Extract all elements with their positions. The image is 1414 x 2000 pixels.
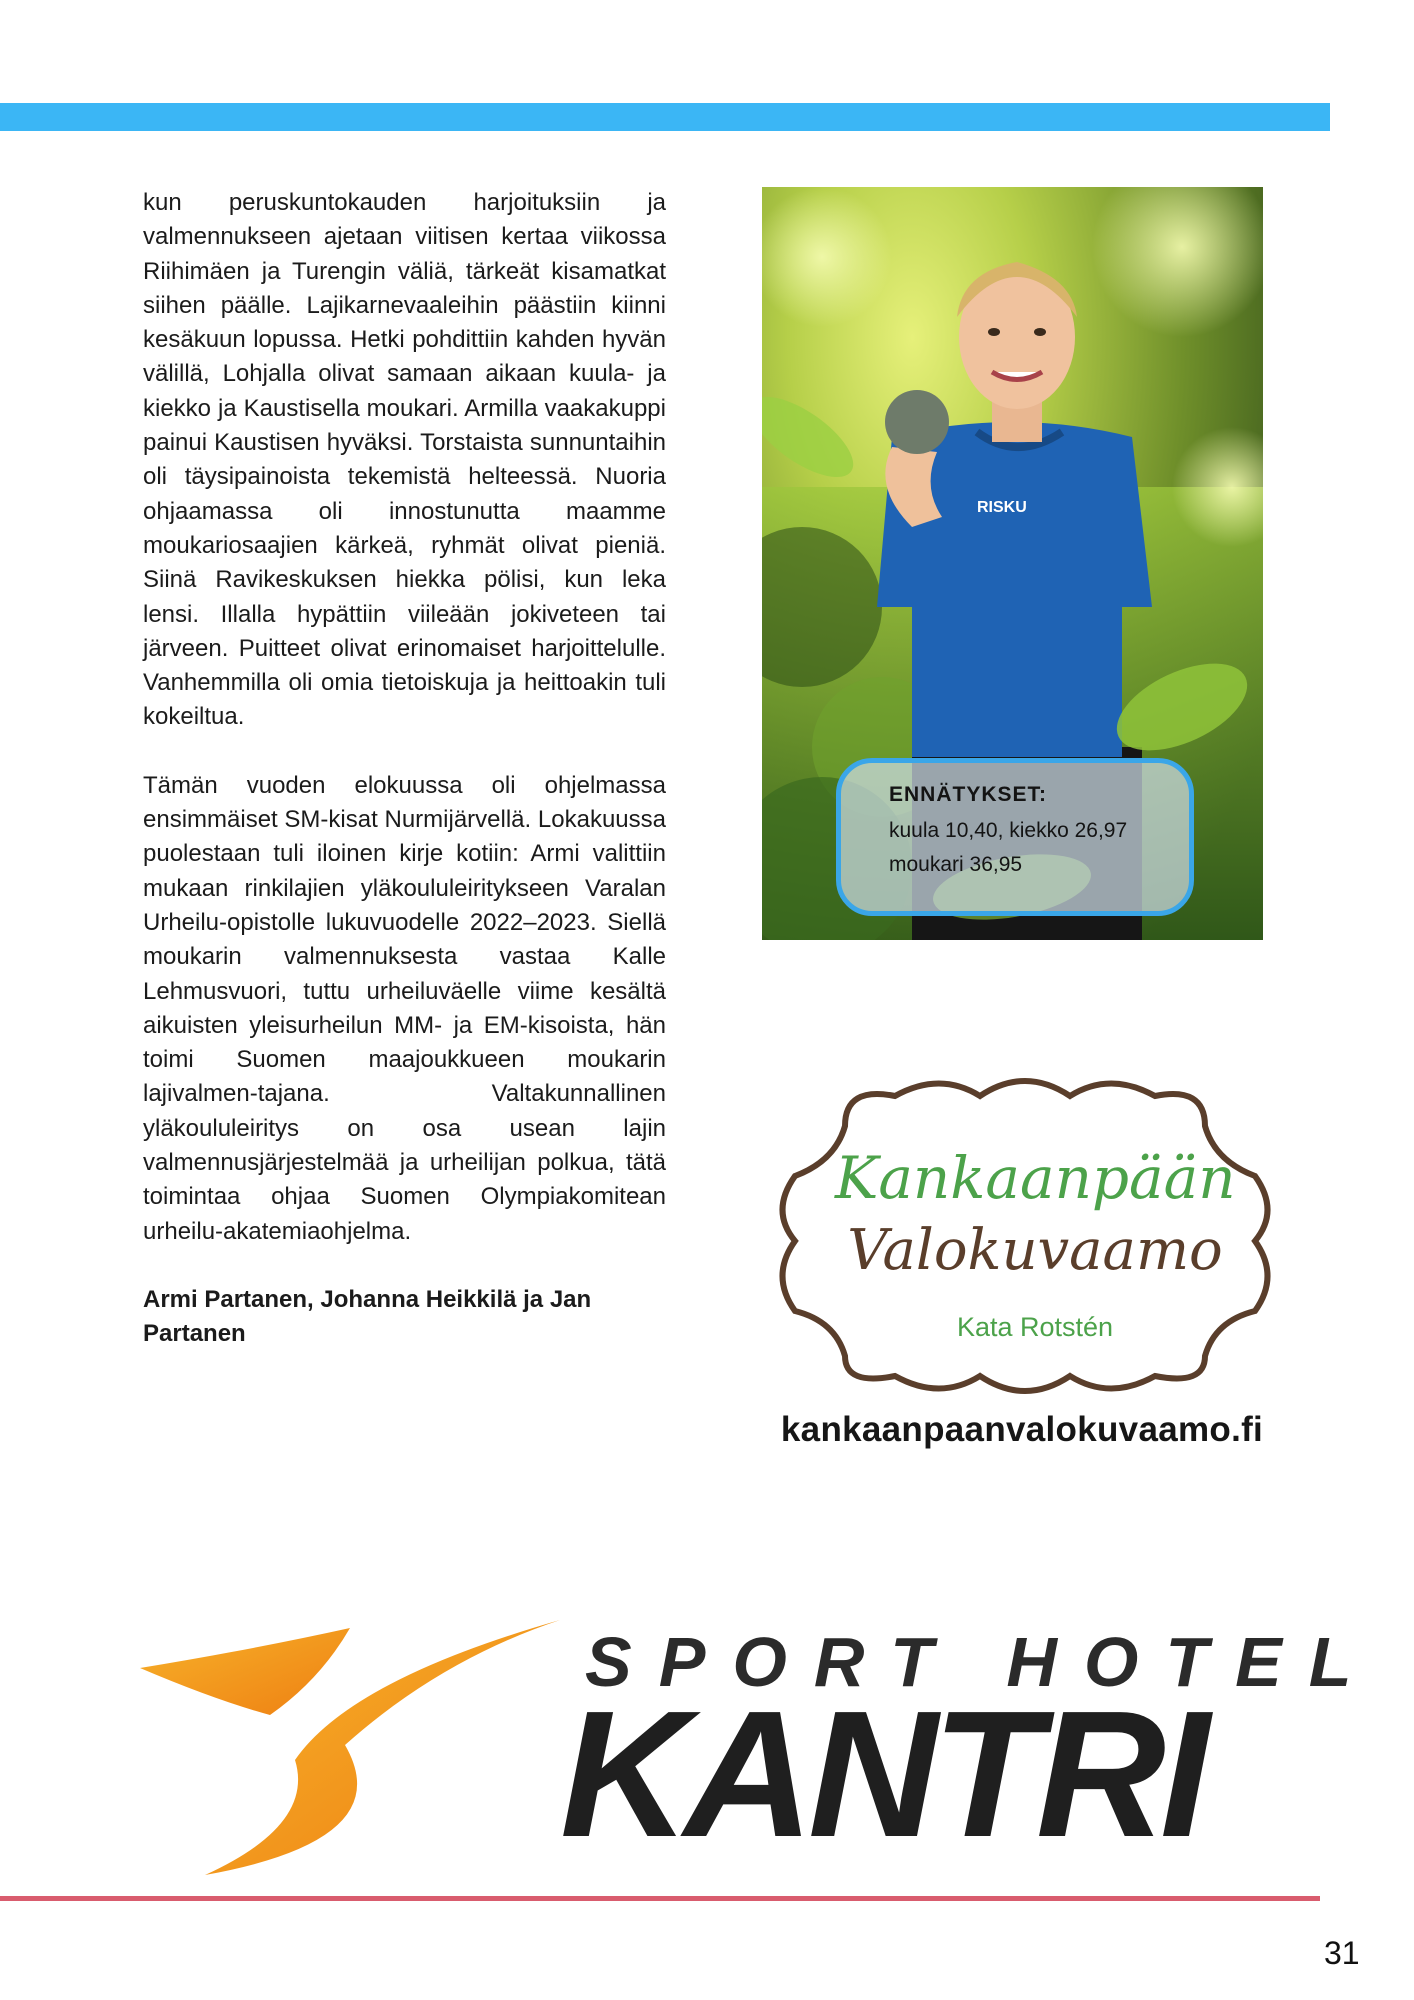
top-accent-bar: [0, 103, 1330, 131]
bottom-divider: [0, 1896, 1320, 1901]
valokuvaamo-name-line1: Kankaanpään: [835, 1144, 1236, 1212]
valokuvaamo-name-line2: Valokuvaamo: [847, 1218, 1223, 1283]
hotel-name-line2: KANTRI: [560, 1674, 1204, 1875]
records-line-throws: kuula 10,40, kiekko 26,97: [889, 819, 1128, 842]
svg-text:RISKU: RISKU: [977, 499, 1027, 516]
article-text-column: [143, 186, 666, 1386]
article-paragraph-1: kun peruskuntokauden harjoituksiin ja valmennukseen ajetaan viitisen kertaa viikossa Riihimäen ja Turengin väliä, tärkeät kisamatkat siihen päälle. Lajikarnevaaleihin päästiin kiinni kesäkuun lopussa. Hetki pohdittiin kahden hyvän välillä, Lohjalla olivat samaan aikaan kuula- ja kiekko ja Kaustisella moukari. Armilla vaakakuppi painui Kaustisen hyväksi. Torstaista sunnuntaihin oli täysipainoista tekemistä helteessä. Nuoria ohjaamassa oli innostunutta maamme moukariosaajien kärkeä, ryhmät olivat pieniä. Siinä Ravikeskuksen hiekka pölisi, kun leka lensi. Illalla hypättiin viileään jokiveteen tai järveen. Puitteet olivat erinomaiset harjoittelulle. Vanhemmilla oli omia tietoiskuja ja heittoakin tuli kokeiltua.: [143, 189, 666, 731]
kantri-k-logo-icon: [140, 1620, 560, 1880]
records-title: ENNÄTYKSET:: [889, 783, 1048, 806]
records-box: [836, 758, 1194, 916]
article-authors: Armi Partanen, Johanna Heikkilä ja Jan Partanen: [143, 1285, 592, 1348]
article-paragraph-2: Tämän vuoden elokuussa oli ohjelmassa ensimmäiset SM-kisat Nurmijärvellä. Lokakuussa puolestaan tuli iloinen kirje kotiin: Armi valittiin mukaan rinkilajien yläkoululeiritykseen Varalan Urheilu-opistolle lukuvuodelle 2022–2023. Siellä moukarin valmennuksesta vastaa Kalle Lehmusvuori, tuttu urheiluväelle viime kesältä aikuisten yleisurheilun MM- ja EM-kisoista, hän toimi Suomen maajoukkueen moukarin lajivalmen-tajana. Valtakunnallinen yläkoululeiritys on osa usean lajin valmennusjärjestelmää ja urheilijan polkua, tätä toimintaa ohjaa Suomen Olympiakomitean urheilu-akatemiaohjelma.: [143, 771, 666, 1245]
valokuvaamo-url[interactable]: kankaanpaanvalokuvaamo.fi: [780, 1410, 1264, 1449]
hotel-name-line1: SPORT HOTEL: [585, 1623, 1379, 1701]
valokuvaamo-logo: [765, 1066, 1285, 1406]
records-line-hammer: moukari 36,95: [889, 853, 1023, 876]
valokuvaamo-person: Kata Rotstén: [956, 1312, 1114, 1342]
page-number: 31: [1324, 1935, 1360, 1971]
